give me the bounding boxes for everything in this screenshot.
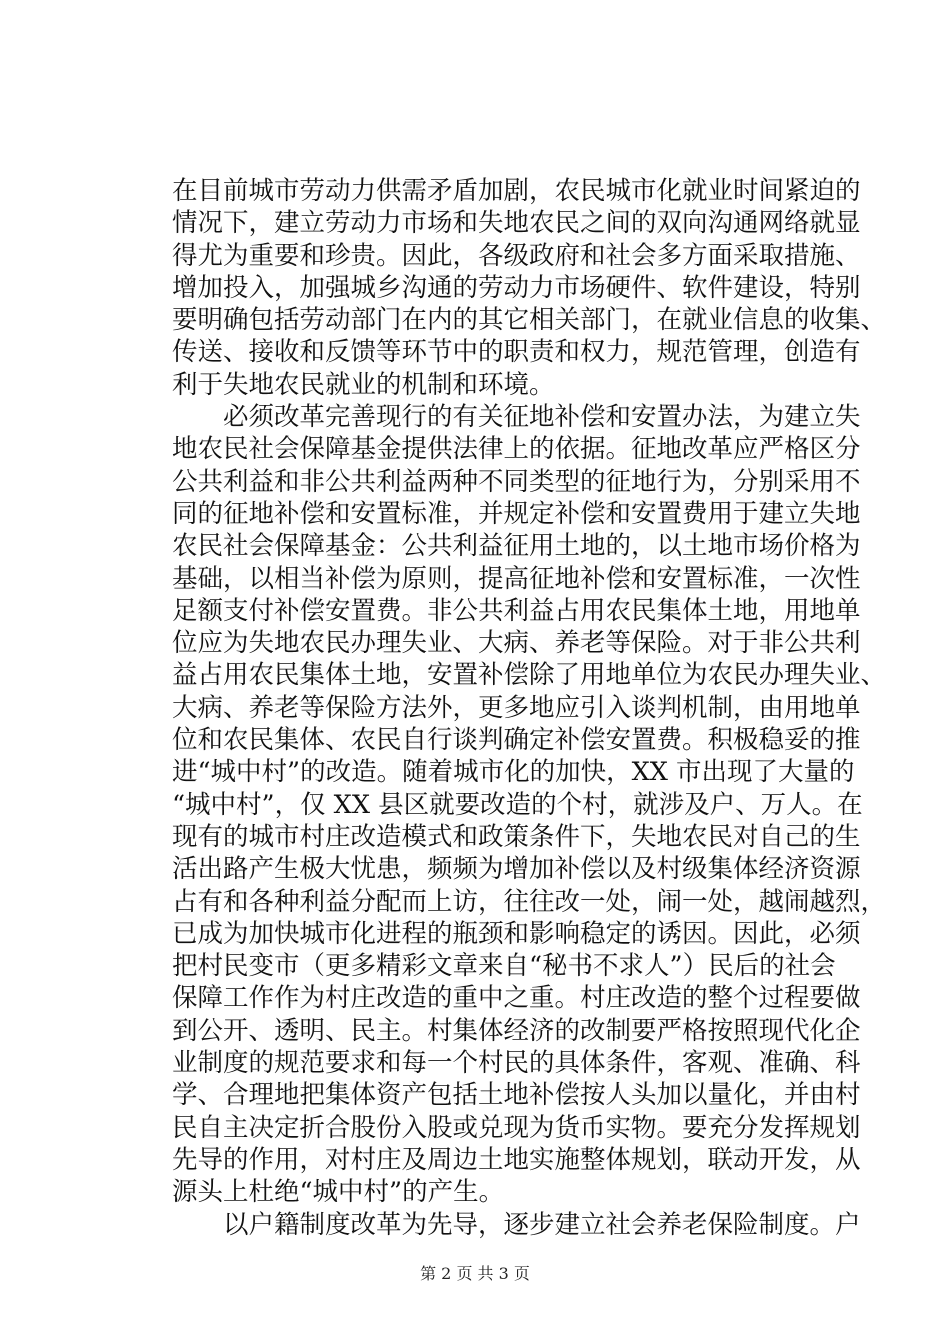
text-line: 保障工作作为村庄改造的重中之重。村庄改造的整个过程要做 <box>172 983 861 1014</box>
text-line: 占有和各种利益分配而上访，往往改一处，闹一处，越闹越烈， <box>172 886 887 917</box>
text-line: 要明确包括劳动部门在内的其它相关部门，在就业信息的收集、 <box>172 305 887 336</box>
text-line: 增加投入，加强城乡沟通的劳动力市场硬件、软件建设，特别 <box>172 272 861 303</box>
text-line: 位应为失地农民办理失业、大病、养老等保险。对于非公共利 <box>172 628 861 659</box>
text-line: 把村民变市（更多精彩文章来自“秘书不求人”）民后的社会 <box>172 951 836 982</box>
text-line: 地农民社会保障基金提供法律上的依据。征地改革应严格区分 <box>172 434 861 465</box>
text-line: 现有的城市村庄改造模式和政策条件下，失地农民对自己的生 <box>172 821 861 852</box>
text-line: 益占用农民集体土地，安置补偿除了用地单位为农民办理失业、 <box>172 660 887 691</box>
text-line: 基础，以相当补偿为原则，提高征地补偿和安置标准，一次性 <box>172 563 861 594</box>
text-line: “城中村”，仅 XX 县区就要改造的个村，就涉及户、万人。在 <box>172 789 863 820</box>
text-line: 先导的作用，对村庄及周边土地实施整体规划，联动开发，从 <box>172 1144 861 1175</box>
text-line: 源头上杜绝“城中村”的产生。 <box>172 1177 505 1208</box>
text-line: 公共利益和非公共利益两种不同类型的征地行为，分别采用不 <box>172 466 861 497</box>
text-line: 以户籍制度改革为先导，逐步建立社会养老保险制度。户 <box>172 1209 861 1240</box>
page-number-footer: 第 2 页 共 3 页 <box>420 1264 530 1283</box>
text-line: 到公开、透明、民主。村集体经济的改制要严格按照现代化企 <box>172 1015 861 1046</box>
text-line: 必须改革完善现行的有关征地补偿和安置办法，为建立失 <box>172 402 861 433</box>
body-text <box>172 175 887 1241</box>
text-line: 位和农民集体、农民自行谈判确定补偿安置费。积极稳妥的推 <box>172 725 861 756</box>
text-line: 农民社会保障基金：公共利益征用土地的，以土地市场价格为 <box>172 531 861 562</box>
text-line: 业制度的规范要求和每一个村民的具体条件，客观、准确、科 <box>172 1048 861 1079</box>
text-line: 足额支付补偿安置费。非公共利益占用农民集体土地，用地单 <box>172 595 861 626</box>
text-line: 利于失地农民就业的机制和环境。 <box>172 369 555 400</box>
text-line: 同的征地补偿和安置标准，并规定补偿和安置费用于建立失地 <box>172 498 861 529</box>
text-line: 活出路产生极大忧患，频频为增加补偿以及村级集体经济资源 <box>172 854 861 885</box>
text-line: 民自主决定折合股份入股或兑现为货币实物。要充分发挥规划 <box>172 1112 861 1143</box>
text-line: 学、合理地把集体资产包括土地补偿按人头加以量化，并由村 <box>172 1080 861 1111</box>
text-line: 进“城中村”的改造。随着城市化的加快，XX 市出现了大量的 <box>172 757 855 788</box>
text-line: 在目前城市劳动力供需矛盾加剧，农民城市化就业时间紧迫的 <box>172 176 861 206</box>
text-line: 得尤为重要和珍贵。因此，各级政府和社会多方面采取措施、 <box>172 240 861 271</box>
text-line: 情况下，建立劳动力市场和失地农民之间的双向沟通网络就显 <box>172 208 861 239</box>
text-line: 大病、养老等保险方法外，更多地应引入谈判机制，由用地单 <box>172 692 861 723</box>
text-line: 已成为加快城市化进程的瓶颈和影响稳定的诱因。因此，必须 <box>172 918 861 949</box>
text-line: 传送、接收和反馈等环节中的职责和权力，规范管理，创造有 <box>172 337 861 368</box>
